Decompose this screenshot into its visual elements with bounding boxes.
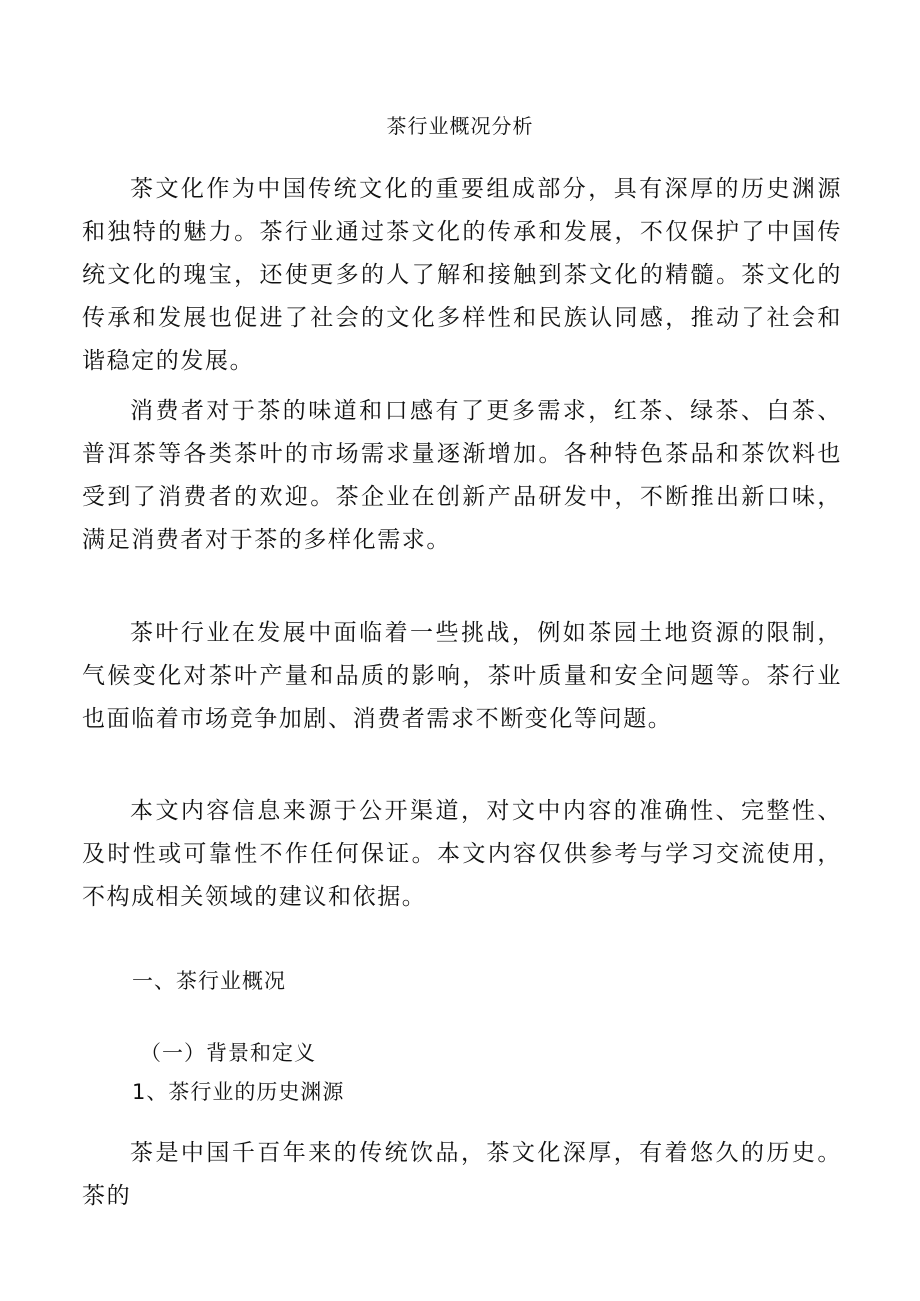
paragraph-tea-culture: 茶文化作为中国传统文化的重要组成部分，具有深厚的历史渊源和独特的魅力。茶行业通过茶文化的传承和发展，不仅保护了中国传统文化的瑰宝，还使更多的人了解和接触到茶文化的精髓。茶文化的传承和发展也促进了社会的文化多样性和民族认同感，推动了社会和谐稳定的发展。 (82, 176, 842, 374)
paragraph-industry-challenges: 茶叶行业在发展中面临着一些挑战，例如茶园土地资源的限制，气候变化对茶叶产量和品质的影响，茶叶质量和安全问题等。茶行业也面临着市场竞争加剧、消费者需求不断变化等问题。 (82, 620, 842, 732)
subsection-heading: （一）背景和定义 (140, 1041, 316, 1065)
paragraph-consumer-demand: 消费者对于茶的味道和口感有了更多需求，红茶、绿茶、白茶、普洱茶等各类茶叶的市场需求量逐渐增加。各种特色茶品和茶饮料也受到了消费者的欢迎。茶企业在创新产品研发中，不断推出新口味，满足消费者对于茶的多样化需求。 (82, 398, 842, 553)
item-heading: 1、茶行业的历史渊源 (132, 1080, 345, 1104)
paragraph-disclaimer: 本文内容信息来源于公开渠道，对文中内容的准确性、完整性、及时性或可靠性不作任何保证。本文内容仅供参考与学习交流使用，不构成相关领域的建议和依据。 (82, 798, 842, 910)
document-title: 茶行业概况分析 (386, 114, 534, 138)
section-heading: 一、茶行业概况 (132, 969, 286, 993)
paragraph-history: 茶是中国千百年来的传统饮品，茶文化深厚，有着悠久的历史。茶的 (82, 1140, 842, 1209)
